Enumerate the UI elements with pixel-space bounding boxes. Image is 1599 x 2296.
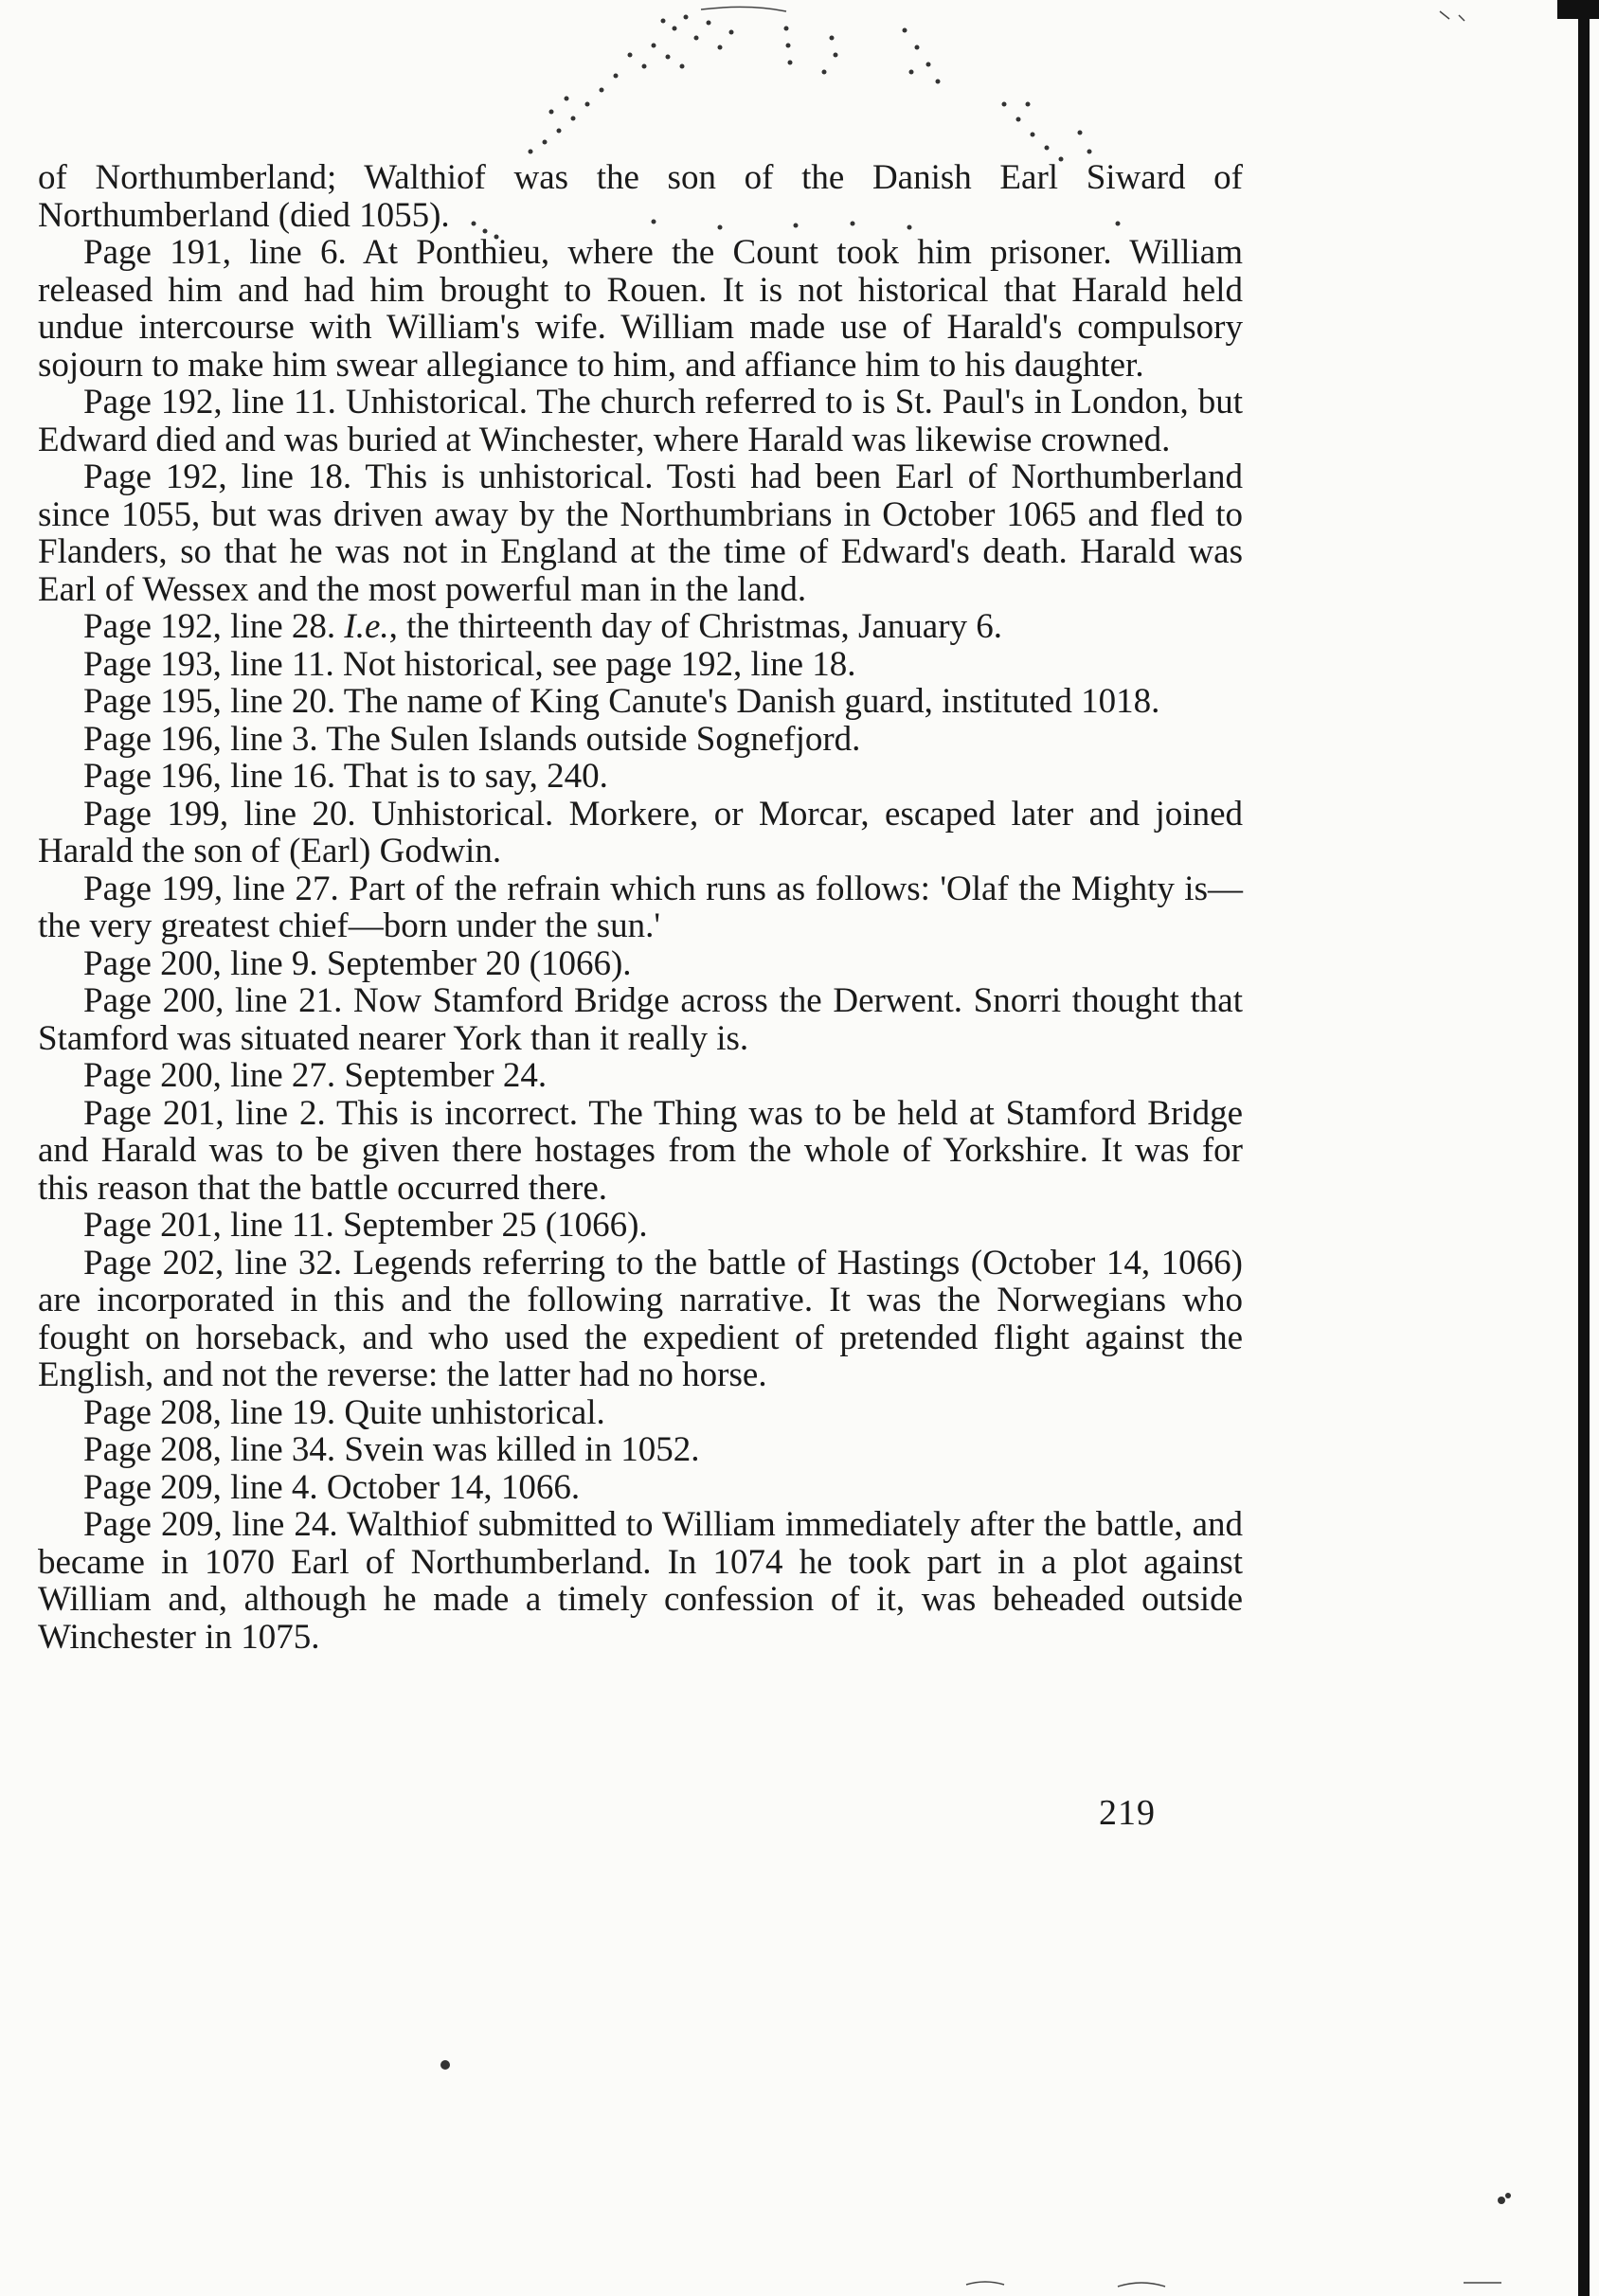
note-paragraph: Page 191, line 6. At Ponthieu, where the Count took him prisoner. William released him and had him brought to Rouen. It is not historical that Harald held undue intercourse with William's wife. William made use of Harald's compulsory sojourn to make him swear allegiance to him, and affiance him to his daughter. [38,233,1243,385]
note-paragraph: Page 199, line 20. Unhistorical. Morkere, or Morcar, escaped later and joined Harald the son of (Earl) Godwin. [38,794,1243,870]
note-paragraph: Page 200, line 27. September 24. [83,1056,548,1095]
note-paragraph: Page 209, line 4. October 14, 1066. [83,1467,581,1507]
note-paragraph: Page 208, line 19. Quite unhistorical. [83,1392,605,1432]
note-paragraph: Page 196, line 3. The Sulen Islands outside Sognefjord. [83,719,861,759]
note-paragraph: Page 201, line 2. This is incorrect. The Thing was to be held at Stamford Bridge and Harald was to be given there hostages from the whole of Yorkshire. It was for this reason that the battle occurred there. [38,1093,1243,1208]
note-italic: I.e. [344,607,389,646]
note-paragraph: Page 196, line 16. That is to say, 240. [83,757,608,796]
note-paragraph: Page 192, line 18. This is unhistorical. Tosti had been Earl of Northumberland since 1055, but was driven away by the Northumbrians in October 1065 and fled to Flanders, so that he was not in England at the time of Edward's death. Harald was Earl of Wessex and the most powerful man in the land. [38,457,1243,609]
note-paragraph: Page 200, line 9. September 20 (1066). [83,943,632,983]
note-paragraph: Page 192, line 11. Unhistorical. The church referred to is St. Paul's in London, but Edward died and was buried at Winchester, where Harald was likewise crowned. [38,383,1243,459]
scan-edge-shadow [1578,8,1590,2296]
note-paragraph: Page 208, line 34. Svein was killed in 1052. [83,1430,700,1469]
note-paragraph: Page 195, line 20. The name of King Canute's Danish guard, instituted 1018. [83,682,1160,721]
note-paragraph: Page 209, line 24. Walthiof submitted to William immediately after the battle, and became in 1070 Earl of Northumberland. In 1074 he took part in a plot against William and, although he made a timely confession of it, was beheaded outside Winchester in 1075. [38,1505,1243,1657]
note-paragraph: Page 201, line 11. September 25 (1066). [83,1206,648,1245]
note-paragraph: of Northumberland; Walthiof was the son of the Danish Earl Siward of Northumberland (died 1055). [38,158,1243,235]
page-number: 219 [1099,1793,1156,1833]
notes-text-block [38,159,1243,1656]
note-prefix: Page 192, line 28. [83,607,345,646]
note-suffix: , the thirteenth day of Christmas, January 6. [388,607,1003,646]
note-paragraph: Page 200, line 21. Now Stamford Bridge across the Derwent. Snorri thought that Stamford was situated nearer York than it really is. [38,981,1243,1058]
note-paragraph: Page 199, line 27. Part of the refrain which runs as follows: 'Olaf the Mighty is—the very greatest chief—born under the sun.' [38,869,1243,945]
note-paragraph [38,608,1243,646]
note-paragraph: Page 193, line 11. Not historical, see page 192, line 18. [83,644,856,684]
note-paragraph: Page 202, line 32. Legends referring to the battle of Hastings (October 14, 1066) are incorporated in this and the following narrative. It was the Norwegians who fought on horseback, and who used the expedient of pretended flight against the English, and not the reverse: the latter had no horse. [38,1243,1243,1394]
